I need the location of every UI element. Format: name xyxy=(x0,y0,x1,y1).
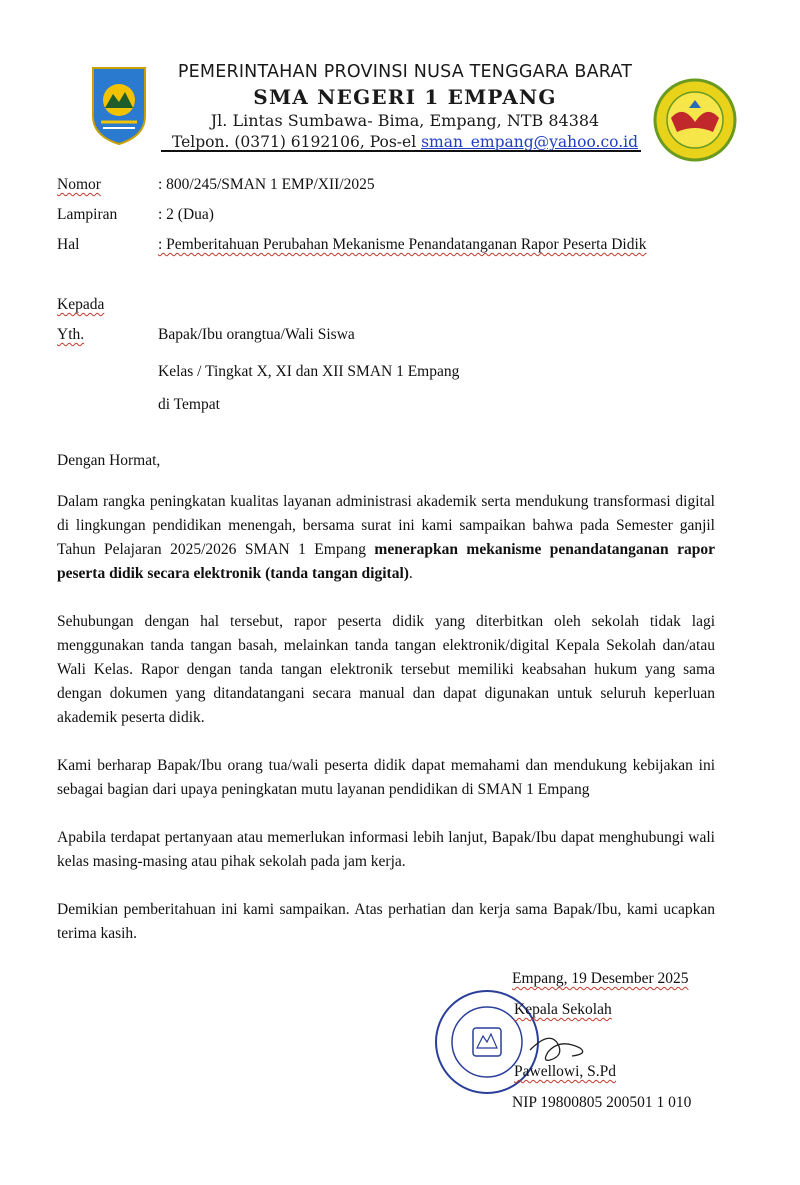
letterhead-divider xyxy=(161,150,641,152)
body-paragraph-1 xyxy=(57,490,715,586)
place-date: Empang, 19 Desember 2025 xyxy=(512,970,689,987)
contact-line xyxy=(155,132,655,152)
phone-text: Telpon. (0371) 6192106, Pos-el xyxy=(171,133,417,151)
government-name: PEMERINTAHAN PROVINSI NUSA TENGGARA BARAT xyxy=(177,62,633,82)
reference-label: Nomor xyxy=(57,176,101,193)
addressee-kepada xyxy=(57,290,104,320)
reference-label: Hal xyxy=(57,236,80,253)
reference-value: : 800/245/SMAN 1 EMP/XII/2025 xyxy=(158,176,375,193)
addressee-class: Kelas / Tingkat X, XI dan XII SMAN 1 Empang xyxy=(158,363,460,380)
email-link[interactable]: sman_empang@yahoo.co.id xyxy=(421,133,639,151)
emphasis-text: menerapkan mekanisme penandatanganan rapor peserta didik secara elektronik (tanda tangan digital) xyxy=(57,541,715,582)
reference-value: : 2 (Dua) xyxy=(158,206,214,223)
addressee-line-1 xyxy=(57,320,355,350)
school-name: SMA NEGERI 1 EMPANG xyxy=(253,85,557,109)
reference-label: Lampiran xyxy=(57,206,118,223)
addressee-line-3 xyxy=(57,390,220,420)
school-address: Jl. Lintas Sumbawa- Bima, Empang, NTB 84384 xyxy=(210,111,600,130)
school-logo-icon xyxy=(653,78,737,162)
kepada-label: Kepada xyxy=(57,296,105,313)
signature-space xyxy=(512,1025,691,1056)
addressee-line-2 xyxy=(57,357,460,387)
addressee-block xyxy=(57,290,460,420)
body-paragraph-5: Demikian pemberitahuan ini kami sampaikan. Atas perhatian dan kerja sama Bapak/Ibu, kami ucapkan terima kasih. xyxy=(57,901,715,942)
addressee-recipient: Bapak/Ibu orangtua/Wali Siswa xyxy=(158,326,355,343)
reference-value: : Pemberitahuan Perubahan Mekanisme Penandatanganan Rapor Peserta Didik xyxy=(158,236,647,253)
signatory-nip: NIP 19800805 200501 1 010 xyxy=(512,1094,692,1111)
yth-label: Yth. xyxy=(57,326,85,343)
letterhead xyxy=(85,58,745,158)
paragraph-end: . xyxy=(408,565,413,582)
body-paragraph-2: Sehubungan dengan hal tersebut, rapor peserta didik yang diterbitkan oleh sekolah tidak lagi menggunakan tanda tangan basah, melainkan tanda tangan elektronik/digital Kepala Sekolah dan/atau Wali Kelas. Rapor dengan tanda tangan elektronik tersebut memiliki keabsahan hukum yang sama dengan dokumen yang ditandatangani secara manual dan dapat digunakan untuk seluruh keperluan akademik peserta didik. xyxy=(57,613,715,726)
body-paragraph-3: Kami berharap Bapak/Ibu orang tua/wali peserta didik dapat memahami dan mendukung kebijakan ini sebagai bagian dari upaya peningkatan mutu layanan pendidikan di SMAN 1 Empang xyxy=(57,757,715,798)
greeting: Dengan Hormat, xyxy=(57,452,161,469)
letterhead-text xyxy=(155,60,655,152)
letter-body xyxy=(57,490,715,970)
body-paragraph-4: Apabila terdapat pertanyaan atau memerlukan informasi lebih lanjut, Bapak/Ibu dapat menghubungi wali kelas masing-masing atau pihak sekolah pada jam kerja. xyxy=(57,829,715,870)
signatory-name: Pawellowi, S.Pd xyxy=(514,1063,617,1080)
ntb-province-logo-icon xyxy=(89,64,149,146)
paragraph-text: Dalam rangka peningkatan kualitas layanan administrasi akademik serta mendukung transformasi digital di lingkungan pendidikan menengah, bersama surat ini kami sampaikan bahwa pada Semester ganjil Tahun Pelajaran 2025/2026 SMAN 1 Empang xyxy=(57,493,715,558)
signatory-position: Kepala Sekolah xyxy=(514,1001,612,1018)
signature-block xyxy=(512,963,691,1118)
addressee-place: di Tempat xyxy=(158,396,220,413)
